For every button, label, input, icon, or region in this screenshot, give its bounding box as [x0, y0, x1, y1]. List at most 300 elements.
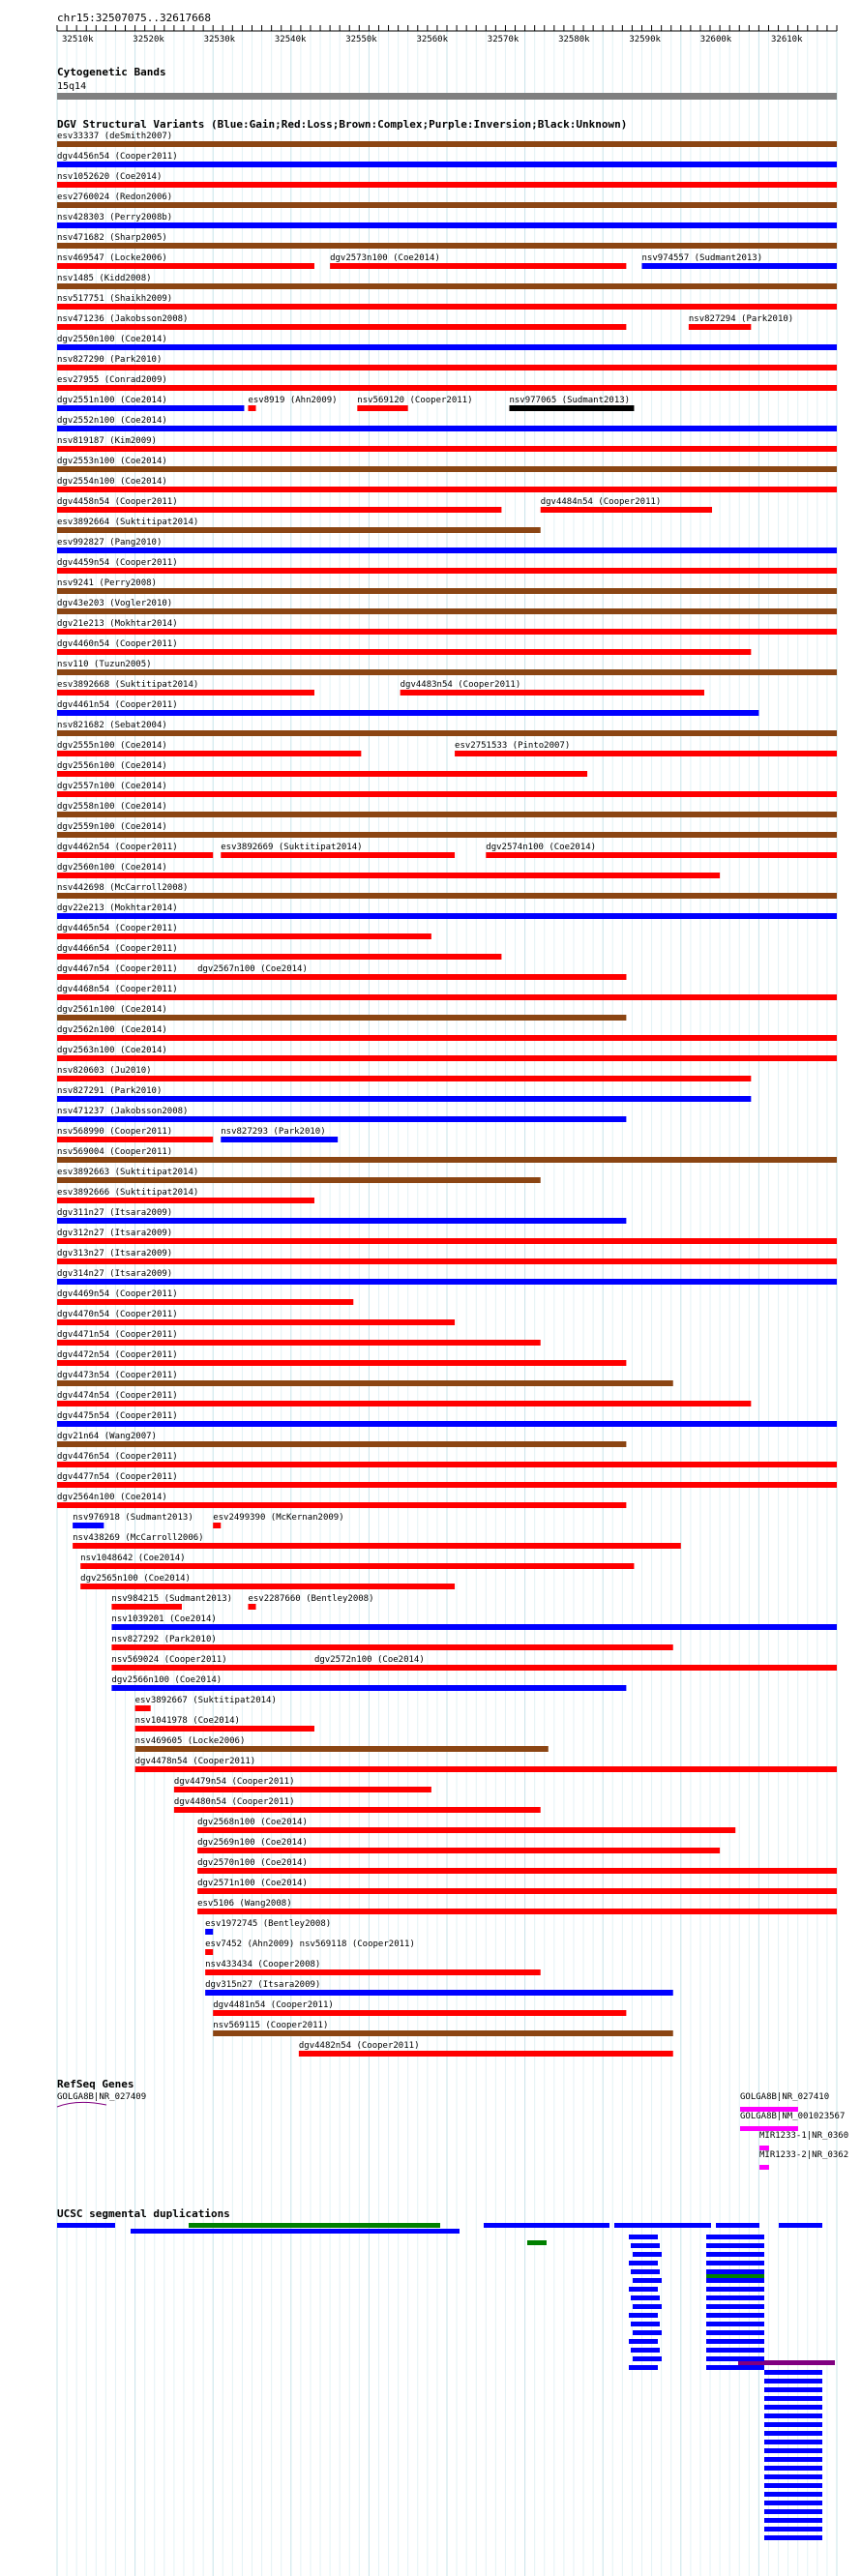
segdup-bar[interactable] [764, 2527, 822, 2532]
variant-bar[interactable] [197, 1888, 837, 1894]
ruler-tick-label: 32610k [771, 35, 803, 44]
variant-bar[interactable] [57, 405, 244, 411]
segdup-bar[interactable] [706, 2235, 764, 2239]
variant-bar[interactable] [642, 263, 838, 269]
variant-label: dgv4462n54 (Cooper2011) [57, 843, 178, 852]
variant-label: dgv43e203 (Vogler2010) [57, 599, 173, 608]
segdup-bar[interactable] [706, 2313, 764, 2318]
variant-label: dgv2569n100 (Coe2014) [197, 1838, 308, 1848]
variant-bar[interactable] [57, 1218, 626, 1224]
variant-label: dgv2556n100 (Coe2014) [57, 761, 167, 771]
segdup-bar[interactable] [764, 2422, 822, 2427]
ruler-tick-label: 32580k [558, 35, 590, 44]
variant-label: nsv984215 (Sudmant2013) [111, 1594, 233, 1604]
variant-bar[interactable] [213, 1523, 221, 1528]
ruler-tick-label: 32600k [699, 35, 732, 44]
segdup-bar[interactable] [706, 2261, 764, 2265]
variant-bar[interactable] [111, 1604, 182, 1610]
variant-bar[interactable] [57, 588, 837, 594]
variant-bar[interactable] [57, 812, 837, 817]
ruler-tick-label: 32590k [629, 35, 661, 44]
ruler-tick-label: 32570k [487, 35, 520, 44]
variant-label: nsv442698 (McCarroll2008) [57, 883, 189, 893]
segdup-bar[interactable] [706, 2348, 764, 2353]
segdup-bar[interactable] [631, 2322, 660, 2326]
variant-label: dgv4481n54 (Cooper2011) [213, 2000, 334, 2010]
variant-label: dgv2553n100 (Coe2014) [57, 457, 167, 466]
variant-label: dgv4475n54 (Cooper2011) [57, 1411, 178, 1421]
variant-label: nsv820603 (Ju2010) [57, 1066, 152, 1076]
variant-bar[interactable] [57, 791, 837, 797]
variant-bar[interactable] [57, 1401, 751, 1406]
gene-label: GOLGA8B|NR_027410 [740, 2092, 830, 2102]
segdup-bar[interactable] [631, 2348, 660, 2353]
segdup-bar[interactable] [131, 2229, 460, 2234]
variant-bar[interactable] [73, 1523, 104, 1528]
variant-label: dgv4467n54 (Cooper2011) [57, 964, 178, 974]
variant-label: nsv977065 (Sudmant2013) [509, 396, 631, 405]
variant-bar[interactable] [57, 202, 837, 208]
position-range: chr15:32507075..32617668 [57, 12, 211, 24]
variant-label: dgv2557n100 (Coe2014) [57, 782, 167, 791]
variant-bar[interactable] [299, 2051, 673, 2057]
variant-label: esv992827 (Pang2010) [57, 538, 163, 548]
segdup-bar[interactable] [764, 2370, 822, 2375]
segdup-bar[interactable] [764, 2501, 822, 2505]
segdup-bar[interactable] [633, 2304, 662, 2309]
variant-bar[interactable] [689, 324, 751, 330]
variant-bar[interactable] [57, 324, 626, 330]
variant-label: dgv4483n54 (Cooper2011) [400, 680, 521, 690]
variant-label: dgv4478n54 (Cooper2011) [134, 1757, 256, 1766]
variant-label: nsv827294 (Park2010) [688, 314, 794, 324]
segdup-bar[interactable] [706, 2322, 764, 2326]
variant-label: dgv314n27 (Itsara2009) [57, 1269, 173, 1279]
variant-label: dgv2559n100 (Coe2014) [57, 822, 167, 832]
variant-bar[interactable] [57, 608, 837, 614]
variant-bar[interactable] [135, 1705, 151, 1711]
variant-label: nsv827291 (Park2010) [57, 1086, 163, 1096]
variant-label: dgv2552n100 (Coe2014) [57, 416, 167, 426]
variant-bar[interactable] [57, 1360, 626, 1366]
variant-label: dgv2570n100 (Coe2014) [197, 1858, 308, 1868]
variant-bar[interactable] [57, 893, 837, 899]
variant-bar[interactable] [57, 730, 837, 736]
variant-bar[interactable] [135, 1766, 837, 1772]
variant-bar[interactable] [197, 974, 626, 980]
variant-bar[interactable] [57, 629, 837, 635]
variant-bar[interactable] [57, 771, 587, 777]
variant-bar[interactable] [57, 994, 837, 1000]
variant-label: dgv2561n100 (Coe2014) [57, 1005, 167, 1015]
variant-bar[interactable] [57, 283, 837, 289]
variant-bar[interactable] [57, 690, 314, 696]
segdup-bar[interactable] [764, 2431, 822, 2436]
variant-label: esv8919 (Ahn2009) [248, 396, 338, 405]
variant-label: nsv438269 (McCarroll2006) [73, 1533, 204, 1543]
gene-model[interactable] [57, 2102, 106, 2107]
variant-bar[interactable] [57, 933, 431, 939]
variant-label: nsv827293 (Park2010) [221, 1127, 326, 1137]
variant-label: nsv469605 (Locke2006) [134, 1736, 246, 1746]
variant-label: dgv4474n54 (Cooper2011) [57, 1391, 178, 1401]
variant-label: esv2760024 (Redon2006) [57, 192, 173, 202]
variant-label: nsv569120 (Cooper2011) [357, 396, 473, 405]
variant-label: dgv21e213 (Mokhtar2014) [57, 619, 178, 629]
variant-bar[interactable] [213, 2010, 626, 2016]
variant-bar[interactable] [57, 1238, 837, 1244]
variant-label: nsv9241 (Perry2008) [57, 578, 157, 588]
segdup-bar[interactable] [629, 2339, 658, 2344]
variant-label: esv2751533 (Pinto2007) [455, 741, 571, 751]
cytoband-track-title: Cytogenetic Bands [57, 66, 166, 78]
variant-bar[interactable] [57, 182, 837, 188]
segdup-bar[interactable] [764, 2396, 822, 2401]
segdup-bar[interactable] [764, 2535, 822, 2540]
variant-bar[interactable] [455, 751, 837, 756]
variant-label: dgv2574n100 (Coe2014) [486, 843, 597, 852]
variant-label: nsv976918 (Sudmant2013) [73, 1513, 193, 1523]
variant-label: nsv433434 (Cooper2008) [205, 1960, 321, 1969]
ruler-tick-label: 32560k [416, 35, 449, 44]
segdup-bar[interactable] [779, 2223, 822, 2228]
variant-bar[interactable] [57, 446, 837, 452]
variant-bar[interactable] [111, 1665, 314, 1671]
variant-bar[interactable] [57, 1340, 541, 1346]
variant-bar[interactable] [486, 852, 837, 858]
variant-label: nsv1039201 (Coe2014) [111, 1614, 217, 1624]
variant-label: dgv2566n100 (Coe2014) [111, 1675, 223, 1685]
variant-label: esv2499390 (McKernan2009) [213, 1513, 344, 1523]
segdup-bar[interactable] [764, 2405, 822, 2410]
variant-bar[interactable] [205, 1949, 213, 1955]
segdup-bar[interactable] [706, 2269, 764, 2274]
variant-bar[interactable] [80, 1563, 634, 1569]
variant-label: dgv311n27 (Itsara2009) [57, 1208, 173, 1218]
variant-bar[interactable] [57, 304, 837, 310]
variant-bar[interactable] [57, 669, 837, 675]
variant-bar[interactable] [197, 1848, 720, 1853]
variant-bar[interactable] [57, 507, 501, 513]
variant-bar[interactable] [111, 1685, 626, 1691]
variant-bar[interactable] [57, 852, 213, 858]
variant-label: dgv4466n54 (Cooper2011) [57, 944, 178, 954]
gene-model[interactable] [759, 2165, 769, 2170]
variant-label: esv2287660 (Bentley2008) [248, 1594, 374, 1604]
segdup-bar[interactable] [629, 2287, 658, 2292]
variant-label: nsv569024 (Cooper2011) [111, 1655, 227, 1665]
segdup-bar[interactable] [629, 2261, 658, 2265]
variant-bar[interactable] [57, 141, 837, 147]
variant-bar[interactable] [57, 344, 837, 350]
variant-bar[interactable] [314, 1665, 837, 1671]
segdup-bar[interactable] [706, 2278, 764, 2283]
variant-label: dgv4473n54 (Cooper2011) [57, 1371, 178, 1380]
variant-bar[interactable] [135, 1746, 549, 1752]
segdup-bar[interactable] [764, 2379, 822, 2384]
variant-label: dgv4477n54 (Cooper2011) [57, 1472, 178, 1482]
segdup-bar[interactable] [614, 2223, 711, 2228]
variant-label: nsv469547 (Locke2006) [57, 253, 167, 263]
variant-label: dgv2555n100 (Coe2014) [57, 741, 167, 751]
variant-bar[interactable] [248, 405, 255, 411]
segdup-bar[interactable] [706, 2252, 764, 2257]
segdup-bar[interactable] [764, 2474, 822, 2479]
variant-bar[interactable] [57, 527, 541, 533]
segdup-bar[interactable] [764, 2492, 822, 2497]
variant-label: dgv313n27 (Itsara2009) [57, 1249, 173, 1258]
variant-label: dgv2565n100 (Coe2014) [80, 1574, 191, 1584]
segdup-bar[interactable] [706, 2304, 764, 2309]
gene-label: MIR1233-1|NR_0360 [759, 2131, 849, 2141]
refseq-track-title: RefSeq Genes [57, 2078, 134, 2090]
variant-bar[interactable] [57, 954, 501, 960]
segdup-track-title: UCSC segmental duplications [57, 2207, 230, 2220]
variant-label: nsv821682 (Sebat2004) [57, 721, 167, 730]
variant-label: dgv4479n54 (Cooper2011) [173, 1777, 295, 1787]
variant-label: esv3892664 (Suktitipat2014) [57, 518, 199, 527]
variant-bar[interactable] [57, 873, 720, 878]
variant-label: dgv4461n54 (Cooper2011) [57, 700, 178, 710]
variant-bar[interactable] [111, 1644, 672, 1650]
segdup-bar[interactable] [764, 2440, 822, 2444]
variant-bar[interactable] [57, 1258, 837, 1264]
segdup-bar[interactable] [633, 2330, 662, 2335]
variant-bar[interactable] [57, 1015, 626, 1021]
variant-label: dgv2571n100 (Coe2014) [197, 1879, 308, 1888]
ruler-tick-label: 32540k [274, 35, 307, 44]
variant-bar[interactable] [57, 649, 751, 655]
segdup-bar[interactable] [764, 2466, 822, 2471]
variant-bar[interactable] [174, 1787, 431, 1792]
variant-bar[interactable] [57, 1319, 455, 1325]
variant-label: dgv4469n54 (Cooper2011) [57, 1289, 178, 1299]
variant-label: dgv315n27 (Itsara2009) [205, 1980, 321, 1990]
variant-bar[interactable] [57, 1421, 837, 1427]
variant-bar[interactable] [57, 1279, 837, 1285]
variant-label: dgv4480n54 (Cooper2011) [173, 1797, 295, 1807]
variant-bar[interactable] [57, 263, 314, 269]
variant-label: dgv2568n100 (Coe2014) [197, 1818, 308, 1827]
variant-label: dgv4459n54 (Cooper2011) [57, 558, 178, 568]
variant-label: nsv819187 (Kim2009) [57, 436, 157, 446]
cytoband-label: 15q14 [57, 81, 87, 92]
variant-bar[interactable] [111, 1624, 837, 1630]
variant-label: nsv428303 (Perry2008b) [57, 213, 173, 222]
variant-label: nsv1485 (Kidd2008) [57, 274, 152, 283]
variant-bar[interactable] [205, 1990, 673, 1996]
segdup-bar[interactable] [633, 2356, 662, 2361]
variant-label: dgv4468n54 (Cooper2011) [57, 985, 178, 994]
variant-bar[interactable] [221, 852, 455, 858]
segdup-bar[interactable] [764, 2448, 822, 2453]
segdup-bar[interactable] [633, 2278, 662, 2283]
variant-bar[interactable] [57, 1299, 353, 1305]
variant-bar[interactable] [57, 568, 837, 574]
variant-bar[interactable] [57, 1380, 673, 1386]
variant-bar[interactable] [57, 466, 837, 472]
variant-bar[interactable] [57, 1055, 837, 1061]
variant-bar[interactable] [57, 1198, 314, 1203]
segdup-bar[interactable] [631, 2269, 660, 2274]
variant-label: dgv2551n100 (Coe2014) [57, 396, 167, 405]
variant-label: nsv1041978 (Coe2014) [134, 1716, 240, 1726]
variant-label: dgv4472n54 (Cooper2011) [57, 1350, 178, 1360]
variant-label: nsv110 (Tuzun2005) [57, 660, 152, 669]
variant-bar[interactable] [57, 365, 837, 370]
variant-label: esv3892667 (Suktitipat2014) [134, 1696, 277, 1705]
segdup-bar[interactable] [706, 2243, 764, 2248]
variant-label: dgv4470n54 (Cooper2011) [57, 1310, 178, 1319]
segdup-bar[interactable] [706, 2295, 764, 2300]
variant-label: dgv2572n100 (Coe2014) [313, 1655, 425, 1665]
variant-bar[interactable] [57, 1137, 213, 1142]
segdup-bar[interactable] [629, 2313, 658, 2318]
variant-bar[interactable] [205, 1929, 213, 1935]
variant-bar[interactable] [197, 1909, 837, 1914]
variant-label: dgv4458n54 (Cooper2011) [57, 497, 178, 507]
segdup-bar[interactable] [764, 2457, 822, 2462]
variant-bar[interactable] [248, 1604, 255, 1610]
variant-bar[interactable] [57, 1482, 837, 1488]
variant-bar[interactable] [57, 1177, 541, 1183]
variant-bar[interactable] [57, 1035, 837, 1041]
variant-label: dgv2562n100 (Coe2014) [57, 1025, 167, 1035]
segdup-bar[interactable] [706, 2339, 764, 2344]
variant-bar[interactable] [57, 1157, 837, 1163]
variant-label: esv5106 (Wang2008) [197, 1899, 292, 1909]
variant-bar[interactable] [57, 1076, 751, 1081]
variant-bar[interactable] [57, 1441, 626, 1447]
segdup-bar[interactable] [706, 2287, 764, 2292]
variant-label: esv1972745 (Bentley2008) [205, 1919, 332, 1929]
variant-label: dgv2563n100 (Coe2014) [57, 1046, 167, 1055]
segdup-bar[interactable] [706, 2356, 764, 2361]
variant-label: nsv471236 (Jakobsson2008) [57, 314, 189, 324]
variant-bar[interactable] [205, 1969, 541, 1975]
segdup-bar[interactable] [716, 2223, 759, 2228]
variant-label: nsv569004 (Cooper2011) [57, 1147, 173, 1157]
variant-label: nsv568990 (Cooper2011) [57, 1127, 173, 1137]
variant-bar[interactable] [213, 2030, 673, 2036]
ruler-tick-label: 32510k [62, 35, 94, 44]
ruler-tick-label: 32520k [133, 35, 164, 44]
segdup-bar[interactable] [484, 2223, 609, 2228]
variant-bar[interactable] [57, 548, 837, 553]
variant-label: nsv827290 (Park2010) [57, 355, 163, 365]
variant-bar[interactable] [57, 1116, 626, 1122]
variant-label: dgv2550n100 (Coe2014) [57, 335, 167, 344]
variant-label: dgv2573n100 (Coe2014) [330, 253, 440, 263]
variant-bar[interactable] [73, 1543, 681, 1549]
variant-label: nsv471237 (Jakobsson2008) [57, 1107, 189, 1116]
variant-bar[interactable] [57, 1462, 837, 1467]
variant-label: dgv2567n100 (Coe2014) [197, 964, 308, 974]
variant-label: dgv312n27 (Itsara2009) [57, 1229, 173, 1238]
segdup-bar[interactable] [706, 2330, 764, 2335]
variant-bar[interactable] [57, 1096, 751, 1102]
ruler-tick-label: 32550k [345, 35, 377, 44]
cytoband-bar[interactable] [57, 93, 837, 100]
variant-bar[interactable] [401, 690, 704, 696]
variant-bar[interactable] [57, 710, 758, 716]
variant-bar[interactable] [57, 1502, 626, 1508]
variant-label: esv3892663 (Suktitipat2014) [57, 1168, 199, 1177]
segdup-bar[interactable] [629, 2235, 658, 2239]
segdup-bar[interactable] [633, 2252, 662, 2257]
variant-bar[interactable] [57, 385, 837, 391]
variant-label: nsv827292 (Park2010) [111, 1635, 217, 1644]
variant-bar[interactable] [57, 243, 837, 249]
variant-label: dgv21n64 (Wang2007) [57, 1432, 157, 1441]
variant-label: esv3892666 (Suktitipat2014) [57, 1188, 199, 1198]
segdup-bar[interactable] [57, 2223, 115, 2228]
variant-bar[interactable] [221, 1137, 338, 1142]
segdup-bar[interactable] [631, 2295, 660, 2300]
variant-label: nsv517751 (Shaikh2009) [57, 294, 173, 304]
segdup-bar[interactable] [764, 2509, 822, 2514]
variant-bar[interactable] [509, 405, 634, 411]
variant-bar[interactable] [57, 832, 837, 838]
variant-bar[interactable] [57, 487, 837, 492]
variant-label: nsv974557 (Sudmant2013) [641, 253, 763, 263]
gene-label: GOLGA8B|NR_027409 [57, 2092, 147, 2102]
variant-bar[interactable] [330, 263, 626, 269]
gene-label: GOLGA8B|NM_001023567 [740, 2112, 846, 2121]
dgv-track-title: DGV Structural Variants (Blue:Gain;Red:Loss;Brown:Complex;Purple:Inversion;Black:Unknown) [57, 118, 628, 131]
segdup-bar[interactable] [764, 2518, 822, 2523]
ruler-tick-label: 32530k [203, 35, 236, 44]
variant-label: esv3892668 (Suktitipat2014) [57, 680, 199, 690]
variant-label: esv33337 (deSmith2007) [57, 132, 173, 141]
variant-label: dgv4482n54 (Cooper2011) [298, 2041, 420, 2051]
variant-label: esv7452 (Ahn2009) nsv569118 (Cooper2011) [205, 1939, 415, 1949]
segdup-bar[interactable] [189, 2223, 440, 2228]
gene-label: MIR1233-2|NR_0362 [759, 2150, 849, 2160]
variant-bar[interactable] [57, 751, 361, 756]
variant-bar[interactable] [197, 1827, 735, 1833]
variant-bar[interactable] [197, 1868, 837, 1874]
variant-bar[interactable] [174, 1807, 541, 1813]
segdup-bar[interactable] [706, 2365, 764, 2370]
variant-label: nsv1048642 (Coe2014) [80, 1554, 186, 1563]
variant-label: dgv4456n54 (Cooper2011) [57, 152, 178, 162]
segdup-bar[interactable] [764, 2483, 822, 2488]
variant-bar[interactable] [57, 162, 837, 167]
segdup-bar[interactable] [629, 2365, 658, 2370]
variant-label: dgv4465n54 (Cooper2011) [57, 924, 178, 933]
variant-bar[interactable] [57, 222, 837, 228]
variant-bar[interactable] [57, 913, 837, 919]
variant-bar[interactable] [57, 426, 837, 431]
variant-bar[interactable] [80, 1584, 455, 1589]
variant-bar[interactable] [357, 405, 407, 411]
variant-bar[interactable] [541, 507, 712, 513]
variant-label: dgv4484n54 (Cooper2011) [540, 497, 662, 507]
variant-bar[interactable] [135, 1726, 314, 1732]
variant-label: dgv2554n100 (Coe2014) [57, 477, 167, 487]
variant-label: nsv1052620 (Coe2014) [57, 172, 163, 182]
variant-label: dgv4471n54 (Cooper2011) [57, 1330, 178, 1340]
variant-label: esv3892669 (Suktitipat2014) [221, 843, 363, 852]
variant-label: dgv2564n100 (Coe2014) [57, 1493, 167, 1502]
segdup-bar[interactable] [764, 2413, 822, 2418]
variant-label: dgv22e213 (Mokhtar2014) [57, 903, 178, 913]
variant-label: esv27955 (Conrad2009) [57, 375, 167, 385]
segdup-bar[interactable] [631, 2243, 660, 2248]
segdup-bar[interactable] [764, 2387, 822, 2392]
segdup-bar[interactable] [527, 2240, 547, 2245]
